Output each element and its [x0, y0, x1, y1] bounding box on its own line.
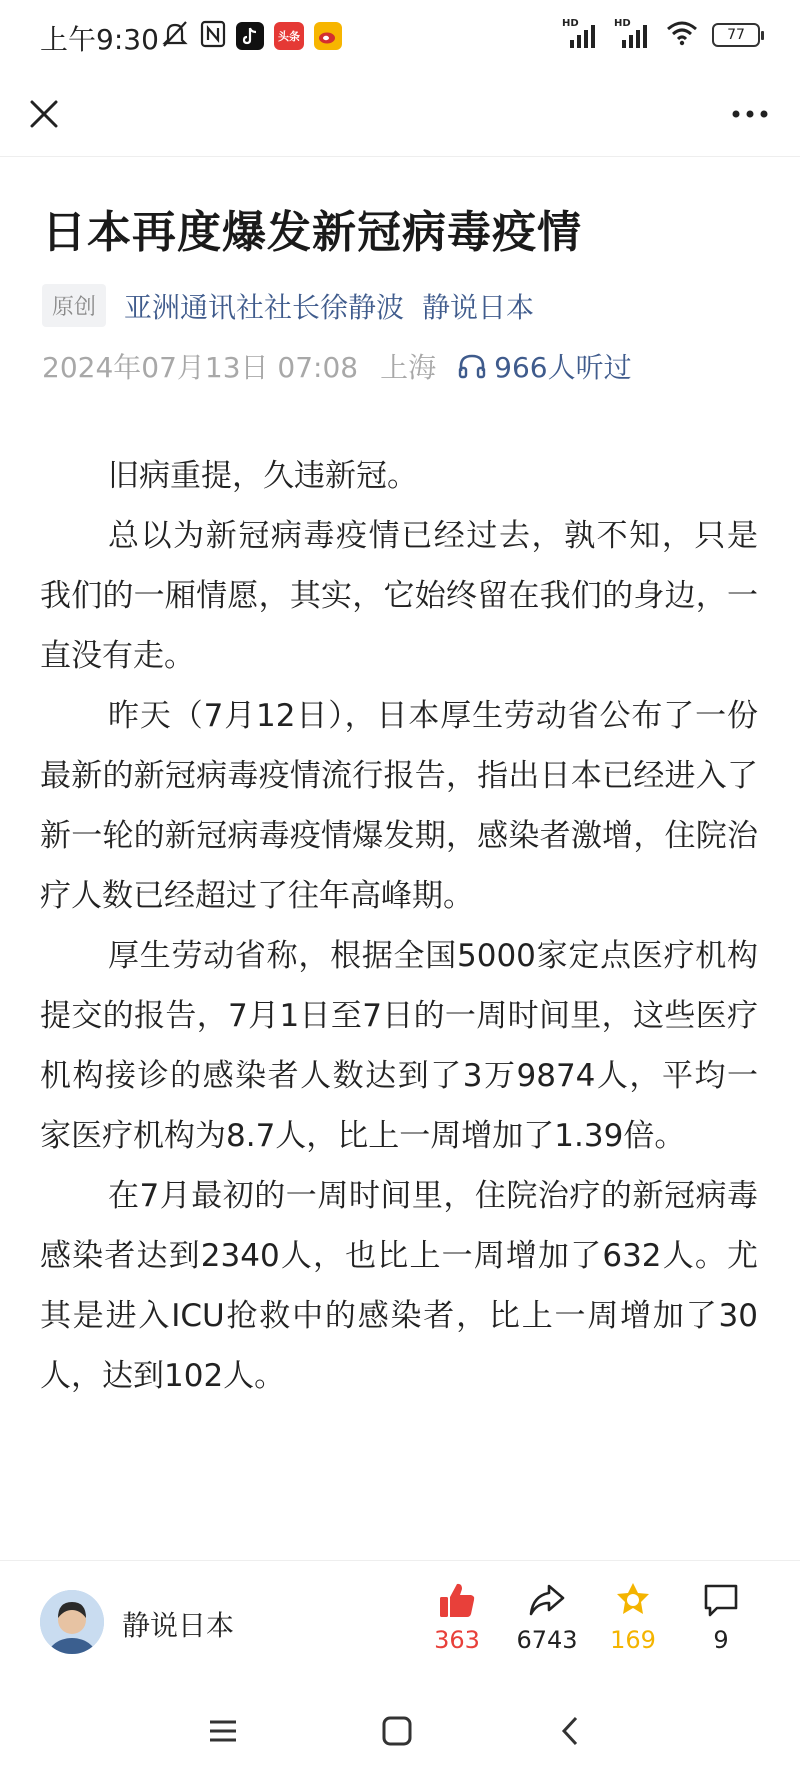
close-button[interactable] — [22, 92, 66, 136]
author-link[interactable]: 亚洲通讯社社长徐静波 — [124, 290, 405, 324]
menu-icon — [206, 1714, 240, 1748]
article-title: 日本再度爆发新冠病毒疫情 — [42, 207, 582, 258]
comment-count: 9 — [713, 1626, 729, 1654]
paragraph: 旧病重提，久违新冠。 — [108, 458, 418, 494]
share-count: 6743 — [516, 1626, 578, 1654]
top-nav — [0, 72, 800, 157]
mute-icon — [160, 20, 190, 52]
favorite-button[interactable] — [588, 1580, 678, 1654]
wifi-icon — [666, 20, 698, 50]
article-body — [40, 446, 758, 1406]
publish-date: 2024年07月13日 07:08 — [42, 351, 359, 384]
star-icon — [613, 1580, 653, 1620]
back-icon — [554, 1714, 588, 1748]
like-button[interactable] — [412, 1580, 502, 1654]
tiktok-icon — [236, 22, 264, 50]
comment-button[interactable] — [676, 1580, 766, 1654]
status-time: 上午9:30 — [40, 23, 159, 56]
listen-button[interactable] — [458, 346, 631, 386]
paragraph: 厚生劳动省称，根据全国5000家定点医疗机构提交的报告，7月1日至7日的一周时间里，这些医疗机构接诊的感染者人数达到了3万9874人，平均一家医疗机构为8.7人，比上一周增加了1.39倍。 — [40, 938, 758, 1154]
more-button[interactable] — [726, 92, 774, 136]
signal-icon: HD — [562, 22, 600, 48]
paragraph: 昨天（7月12日），日本厚生劳动省公布了一份最新的新冠病毒疫情流行报告，指出日本已经进入了新一轮的新冠病毒疫情爆发期，感染者激增，住院治疗人数已经超过了往年高峰期。 — [40, 698, 758, 914]
article-meta-info — [42, 346, 632, 386]
comment-icon — [701, 1580, 741, 1620]
status-system-icons — [562, 20, 760, 50]
status-bar — [0, 0, 800, 72]
paragraph: 总以为新冠病毒疫情已经过去，孰不知，只是我们的一厢情愿，其实，它始终留在我们的身边，一直没有走。 — [40, 518, 758, 674]
original-badge: 原创 — [42, 284, 106, 327]
headphones-icon — [458, 353, 486, 379]
close-icon — [22, 92, 66, 136]
back-button[interactable] — [554, 1714, 588, 1752]
paragraph: 在7月最初的一周时间里，住院治疗的新冠病毒感染者达到2340人，也比上一周增加了632人。尤其是进入ICU抢救中的感染者，比上一周增加了30人，达到102人。 — [40, 1178, 758, 1394]
author-name[interactable]: 静说日本 — [122, 1609, 235, 1642]
system-nav-bar — [0, 1688, 800, 1778]
account-link[interactable]: 静说日本 — [422, 290, 535, 324]
status-notification-icons — [160, 20, 342, 52]
like-count: 363 — [434, 1626, 480, 1654]
toutiao-icon: 头条 — [274, 22, 304, 50]
share-button[interactable] — [502, 1580, 592, 1654]
share-icon — [527, 1580, 567, 1620]
favorite-count: 169 — [610, 1626, 656, 1654]
thumbs-up-icon — [437, 1580, 477, 1620]
publish-location: 上海 — [380, 351, 437, 384]
menu-button[interactable] — [206, 1714, 240, 1752]
home-icon — [380, 1714, 414, 1748]
battery-icon: 77 — [712, 23, 760, 47]
home-button[interactable] — [380, 1714, 414, 1752]
nfc-icon — [200, 20, 226, 52]
article-meta-authors — [42, 284, 534, 327]
weibo-icon — [314, 22, 342, 50]
avatar[interactable] — [40, 1590, 104, 1654]
listen-count: 966人听过 — [494, 351, 632, 384]
signal-icon: HD — [614, 22, 652, 48]
more-icon — [726, 92, 774, 136]
